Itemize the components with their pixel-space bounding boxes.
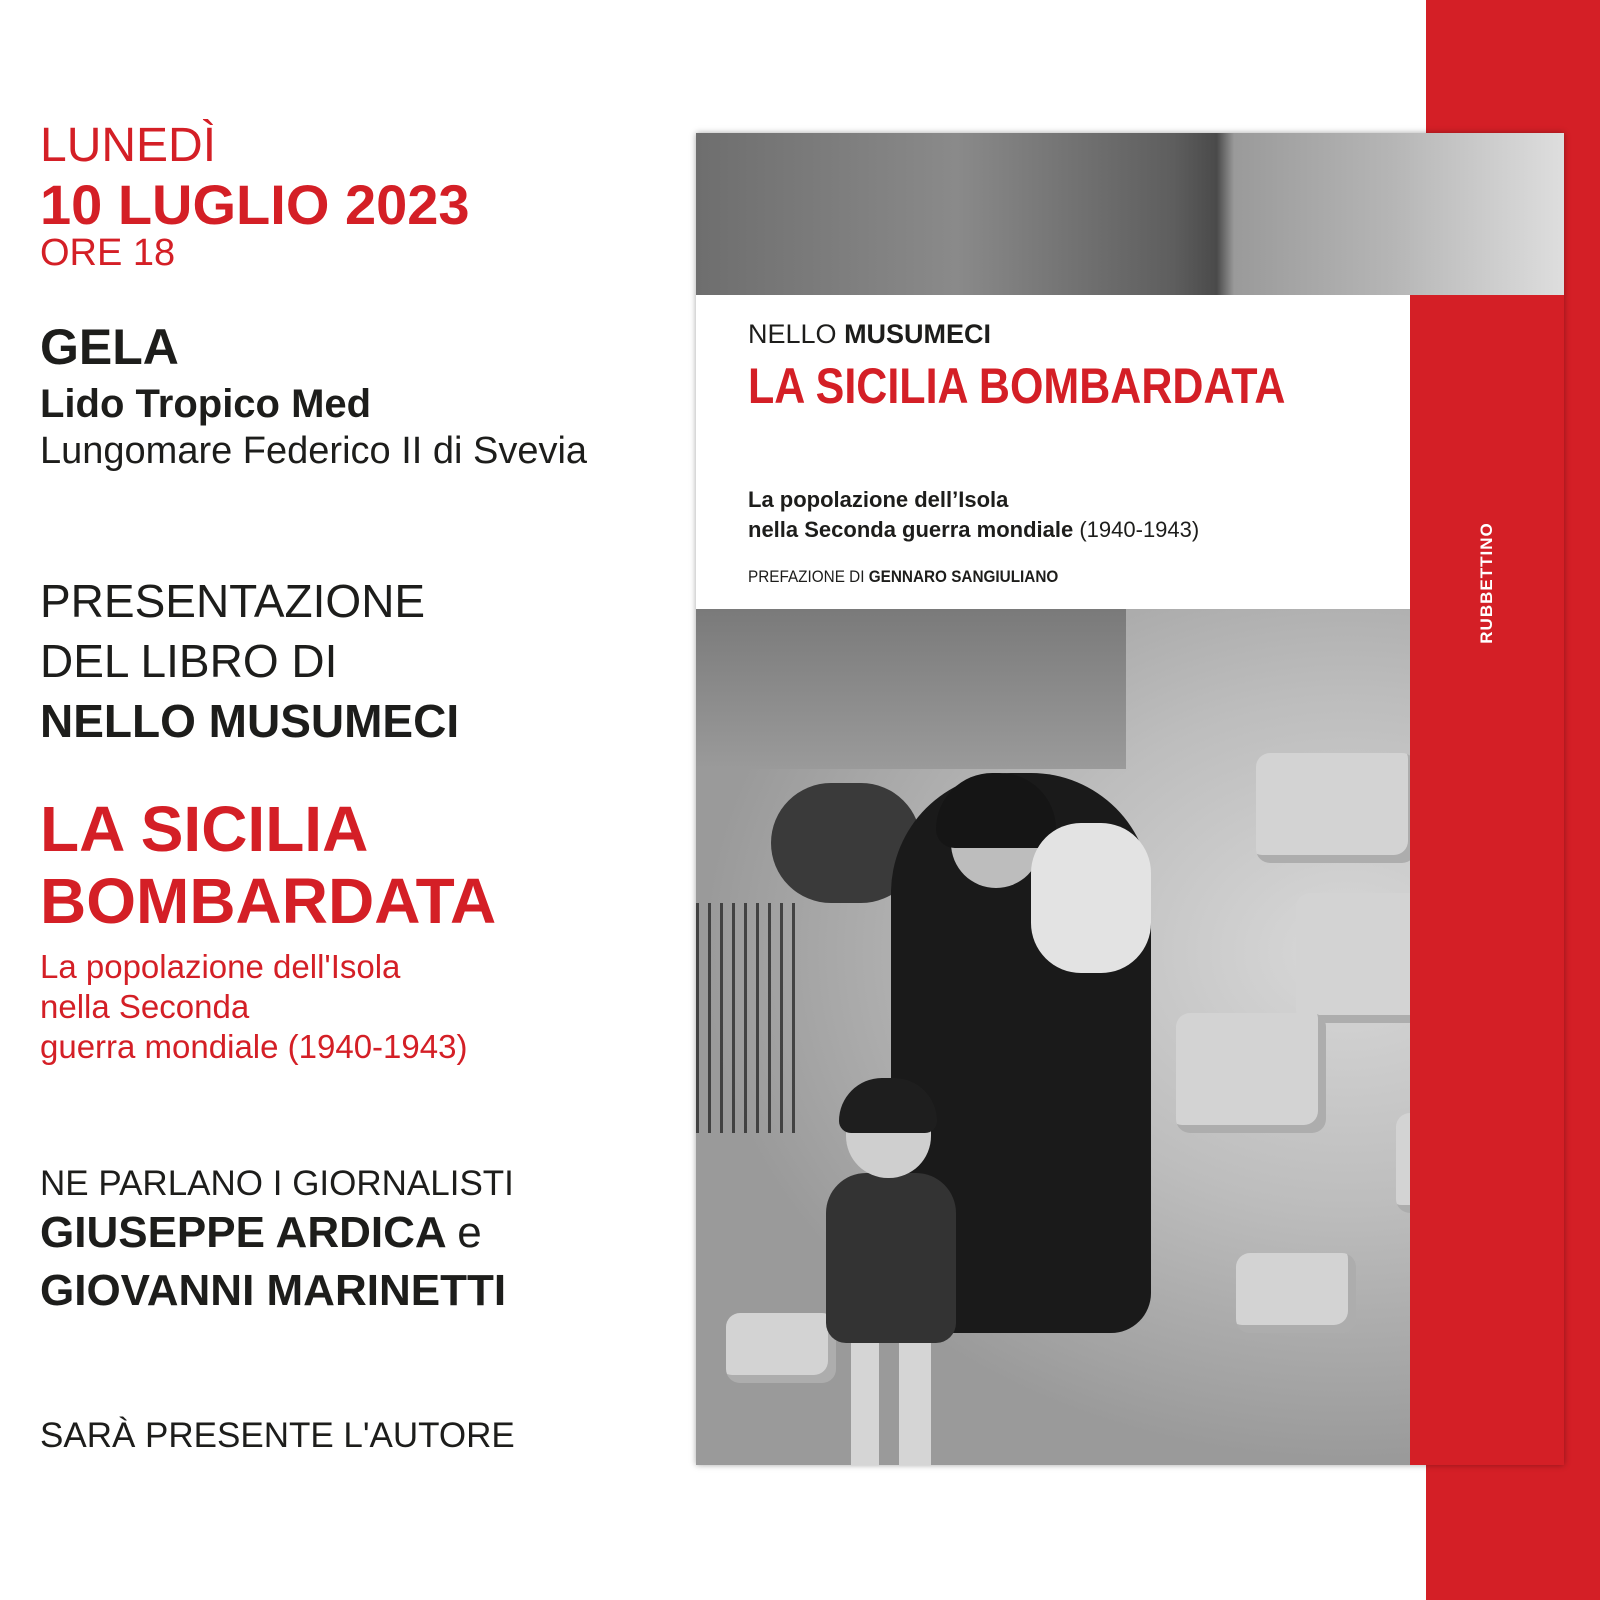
cover-subtitle-years: (1940-1943) [1079, 517, 1200, 542]
presentation-line1: PRESENTAZIONE [40, 575, 426, 627]
book-title-line2: BOMBARDATA [40, 865, 497, 937]
author-present-note: SARÀ PRESENTE L'AUTORE [40, 1416, 515, 1455]
cover-subtitle-line2-wrap [748, 517, 1199, 543]
cover-photo-fence [696, 903, 796, 1133]
event-date: 10 LUGLIO 2023 [40, 173, 470, 236]
book-subtitle-line3: guerra mondiale (1940-1943) [40, 1028, 468, 1065]
book-title-line1: LA SICILIA [40, 793, 369, 865]
presentation-line2: DEL LIBRO DI [40, 635, 338, 687]
cover-subtitle-line2: nella Seconda guerra mondiale [748, 517, 1074, 542]
cover-title: LA SICILIA BOMBARDATA [748, 358, 1286, 414]
cover-preface [748, 567, 1058, 587]
cover-publisher: RUBBETTINO [1477, 522, 1496, 644]
presentation-author: NELLO MUSUMECI [40, 695, 460, 747]
cover-photo-child [826, 1173, 956, 1343]
speaker-name2: GIOVANNI MARINETTI [40, 1266, 507, 1315]
cover-spine [1410, 295, 1564, 1465]
cover-photo-baby [1031, 823, 1151, 973]
cover-photo-child-legs [851, 1343, 931, 1465]
cover-photo-rubble [1256, 753, 1416, 863]
book-subtitle-line2: nella Seconda [40, 988, 250, 1025]
venue-address: Lungomare Federico II di Svevia [40, 430, 588, 472]
venue-city: GELA [40, 319, 179, 375]
cover-author-last: MUSUMECI [844, 319, 992, 349]
cover-preface-label: PREFAZIONE DI [748, 567, 865, 586]
cover-photo-rubble [726, 1313, 836, 1383]
cover-photo-rubble [1236, 1253, 1356, 1333]
cover-photo-rubble [1176, 1013, 1326, 1133]
book-subtitle-line1: La popolazione dell'Isola [40, 948, 401, 985]
cover-preface-author: GENNARO SANGIULIANO [868, 567, 1059, 586]
cover-photo-top [696, 133, 1564, 295]
cover-author-first: NELLO [748, 319, 837, 349]
event-time: ORE 18 [40, 232, 176, 274]
book-cover [696, 133, 1564, 1465]
speakers-intro: NE PARLANO I GIORNALISTI [40, 1164, 514, 1203]
speaker-name1: GIUSEPPE ARDICA [40, 1208, 446, 1257]
event-day: LUNEDÌ [40, 119, 217, 172]
cover-subtitle-line1: La popolazione dell’Isola [748, 487, 1009, 512]
venue-place: Lido Tropico Med [40, 382, 372, 426]
speaker-conjunction: e [457, 1208, 482, 1257]
cover-title-panel [696, 295, 1410, 609]
speaker-line1 [40, 1208, 482, 1258]
cover-photo-wall [696, 609, 1126, 769]
cover-author [748, 319, 991, 350]
